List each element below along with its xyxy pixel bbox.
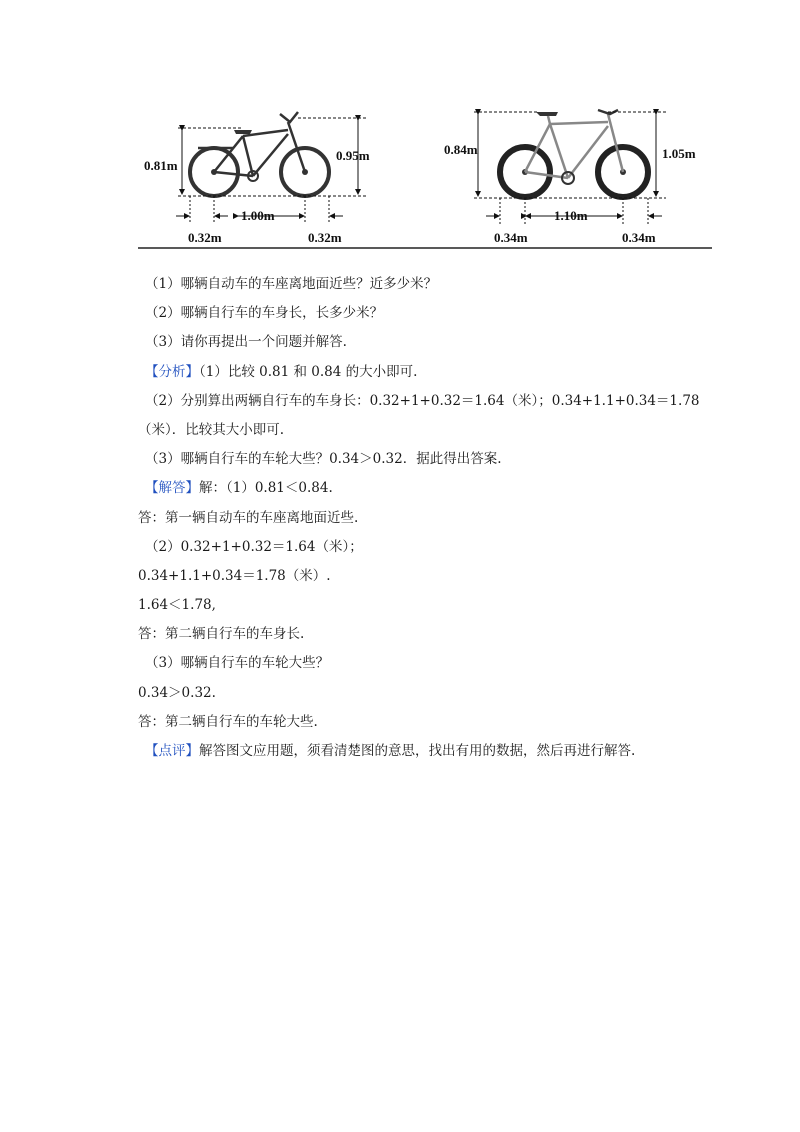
question-3: （3）请你再提出一个问题并解答. <box>145 334 347 351</box>
bicycles-illustration <box>138 100 712 252</box>
comment-line <box>138 737 738 766</box>
bike-1-handlebar <box>280 112 298 122</box>
problem-content <box>138 270 738 766</box>
bike-2-seat <box>536 112 558 116</box>
analysis-line-2: （2）分别算出两辆自行车的车身长：0.32+1+0.32＝1.64（米）；0.34+1.1+0.34＝1.78 <box>145 392 700 409</box>
question-2: （2）哪辆自行车的车身长，长多少米？ <box>145 305 384 322</box>
analysis-line-3: （米）．比较其大小即可. <box>138 421 285 438</box>
solution-line-3: （2）0.32+1+0.32＝1.64（米）； <box>145 538 363 555</box>
bike-1-front-wheel-label: 0.32m <box>308 230 342 245</box>
solution-line-6: 答：第二辆自行车的车身长. <box>138 626 305 643</box>
bike-2-handlebar-height-label: 1.05m <box>662 146 696 161</box>
solution-line-1 <box>138 474 738 503</box>
question-1: （1）哪辆自动车的车座离地面近些？近多少米？ <box>145 276 438 292</box>
comment-text: 解答图文应用题，须看清楚图的意思，找出有用的数据，然后再进行解答. <box>199 743 636 759</box>
solution-line-9: 答：第二辆自行车的车轮大些. <box>138 713 318 730</box>
bike-2-frame <box>525 114 623 178</box>
bike-2-rear-wheel-label: 0.34m <box>494 230 528 245</box>
bike-2-front-wheel-label: 0.34m <box>622 230 656 245</box>
bike-1-seat-height-label: 0.81m <box>144 158 178 173</box>
bicycle-figure <box>138 100 712 252</box>
analysis-line-1 <box>138 358 738 387</box>
bike-2-seat-height-label: 0.84m <box>444 142 478 157</box>
bike-1-wheelbase-label: 1.00m <box>241 208 275 223</box>
bike-2 <box>444 110 696 245</box>
bike-1-seat <box>234 130 252 134</box>
solution-text-1: 解：（1）0.81＜0.84. <box>199 480 333 497</box>
analysis-tag: 【分析】 <box>145 363 199 380</box>
analysis-line-4: （3）哪辆自行车的车轮大些？0.34＞0.32．据此得出答案. <box>145 451 502 468</box>
solution-line-7: （3）哪辆自行车的车轮大些？ <box>145 655 330 672</box>
comment-tag: 【点评】 <box>145 743 199 759</box>
solution-line-5: 1.64＜1.78, <box>138 597 216 614</box>
solution-line-8: 0.34＞0.32. <box>138 684 216 701</box>
bike-1-rear-wheel-label: 0.32m <box>188 230 222 245</box>
bike-1 <box>144 112 370 245</box>
solution-line-2: 答：第一辆自动车的车座离地面近些. <box>138 509 359 526</box>
solution-line-4: 0.34+1.1+0.34＝1.78（米）. <box>138 567 331 584</box>
solution-tag: 【解答】 <box>145 480 199 497</box>
bike-2-wheelbase-label: 1.10m <box>554 208 588 223</box>
bike-1-handlebar-height-label: 0.95m <box>336 148 370 163</box>
analysis-text-1: （1）比较 0.81 和 0.84 的大小即可. <box>199 363 418 380</box>
